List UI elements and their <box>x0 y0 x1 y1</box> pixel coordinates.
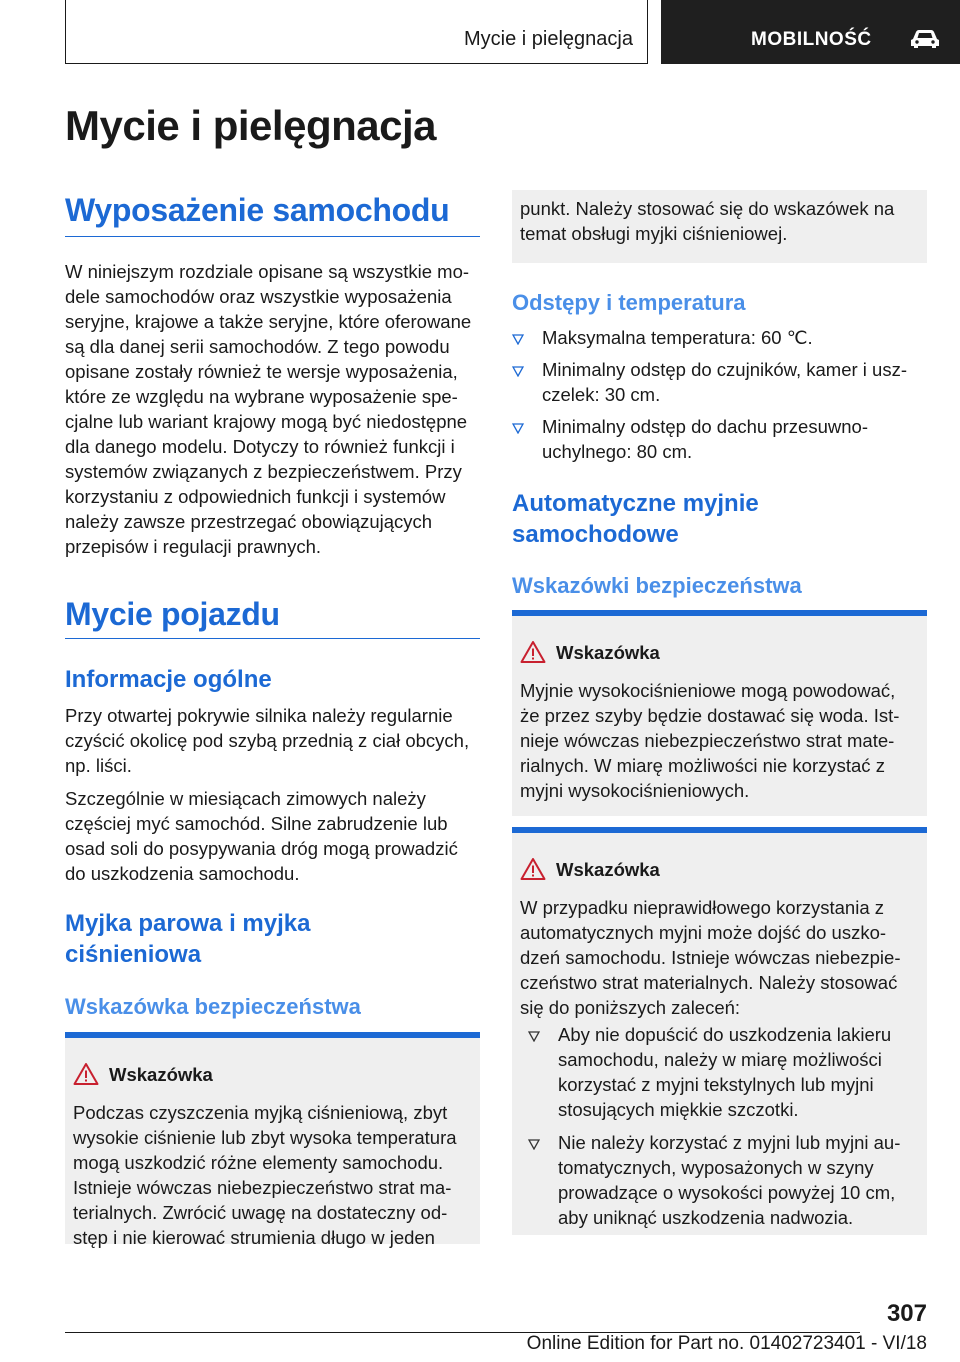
safety-heading: Wskazówki bezpieczeństwa <box>512 573 802 598</box>
warning-title: Wskazówka <box>109 1064 213 1085</box>
bullet-triangle-icon <box>528 1030 540 1042</box>
warning-box <box>512 610 927 816</box>
warning-continuation-text: punkt. Należy stosować się do wskazówek na temat obsługi myjki ciśnieniowej. <box>520 198 895 244</box>
equipment-text: W niniejszym rozdziale opisane są wszystkie mo‐ dele samochodów oraz wszystkie wyposażenia seryjne, krajowe a także seryjne, które oferowane są dla danej serii samochodów. Z tego powodu opisane zostały również te wersje wyposażenia, które ze względu na wybrane wyposażenie spe‐ cjalne lub wariant krajowy mogą być niedostępne dla danego modelu. Dotyczy to również funkcji i systemów związanych z bezpieczeństwem. Przy korzystaniu z odpowiednich funkcji i systemów należy zawsze przestrzegać obowiązujących przepisów i regulacji prawnych. <box>65 261 472 557</box>
bullet-triangle-icon <box>512 422 524 434</box>
warning-title: Wskazówka <box>556 642 660 663</box>
page-number: 307 <box>886 1300 927 1327</box>
list-item-text: Minimalny odstęp do dachu przesuwno- uchylnego: 80 cm. <box>542 416 868 462</box>
header-section-box <box>65 0 648 64</box>
bullet-triangle-icon <box>512 365 524 377</box>
warning-box <box>512 827 927 1235</box>
chapter-tab[interactable] <box>661 0 960 64</box>
warning-triangle-icon <box>73 1062 99 1086</box>
warning-text: Myjnie wysokociśnieniowe mogą powodować, że przez szyby będzie dostawać się woda. Ist‐ nieje wówczas niebezpieczeństwo strat mate‐ rialnych. W miarę możliwości nie korzystać z myjni wysokociśnieniowych. <box>520 680 900 801</box>
header-section-title: Mycie i pielęgnacja <box>464 28 633 50</box>
warning-title: Wskazówka <box>556 859 660 880</box>
steam-washer-heading: Myjka parowa i myjka ciśnieniowa <box>65 910 311 968</box>
warning-triangle-icon <box>520 857 546 881</box>
list-item-text: Maksymalna temperatura: 60 ℃. <box>542 327 813 348</box>
general-paragraph-1: Przy otwartej pokrywie silnika należy regularnie czyścić okolicę pod szybą przednią z ciał obcych, np. liści. <box>65 705 470 776</box>
carwash-heading: Automatyczne myjnie samochodowe <box>512 490 759 548</box>
warning-text: W przypadku nieprawidłowego korzystania z automatycznych myjni może dojść do uszko‐ dzeń samochodu. Istnieje wówczas niebezpie‐ czeństwo strat materialnych. Należy stosować się do poniższych zaleceń: <box>520 897 901 1018</box>
car-icon <box>909 27 941 51</box>
chapter-tab-label: MOBILNOŚĆ <box>751 29 872 50</box>
heading-rule <box>65 638 480 639</box>
safety-heading: Wskazówka bezpieczeństwa <box>65 994 361 1019</box>
bullet-triangle-icon <box>528 1138 540 1150</box>
heading-rule <box>65 236 480 237</box>
warning-text: Podczas czyszczenia myjką ciśnieniową, zbyt wysokie ciśnienie lub zbyt wysoka temperatura mogą uszkodzić różne elementy samochodu. Istnieje wówczas niebezpieczeństwo strat ma‐ terialnych. Zwrócić uwagę na dostateczny od‐ stęp i nie kierować strumienia długo w jeden <box>73 1102 457 1248</box>
equipment-heading: Wyposażenie samochodu <box>65 192 450 228</box>
list-item-text: Minimalny odstęp do czujników, kamer i usz‐ czelek: 30 cm. <box>542 359 908 405</box>
warning-box <box>65 1032 480 1248</box>
warning-triangle-icon <box>520 640 546 664</box>
bullet-triangle-icon <box>512 333 524 345</box>
general-paragraph-2: Szczególnie w miesiącach zimowych należy częściej myć samochód. Silne zabrudzenie lub osad soli do posypywania dróg mogą prowadzić do uszkodzenia samochodu. <box>65 788 458 884</box>
page-title: Mycie i pielęgnacja <box>65 102 437 149</box>
distances-heading: Odstępy i temperatura <box>512 290 746 315</box>
warning-continuation-box <box>512 190 927 263</box>
washing-heading: Mycie pojazdu <box>65 596 280 632</box>
list-item-text: Aby nie dopuścić do uszkodzenia lakieru samochodu, należy w miarę możliwości korzystać z myjni tekstylnych lub myjni stosujących miękkie szczotki. <box>558 1024 892 1120</box>
list-item-text: Nie należy korzystać z myjni lub myjni au‐ tomatycznych, wyposażonych w szyny prowadzące o wysokości powyżej 10 cm, aby uniknąć uszkodzenia nadwozia. <box>558 1132 901 1228</box>
footer-edition: Online Edition for Part no. 01402723401 - VI/18 <box>526 1333 927 1354</box>
general-heading: Informacje ogólne <box>65 666 272 693</box>
